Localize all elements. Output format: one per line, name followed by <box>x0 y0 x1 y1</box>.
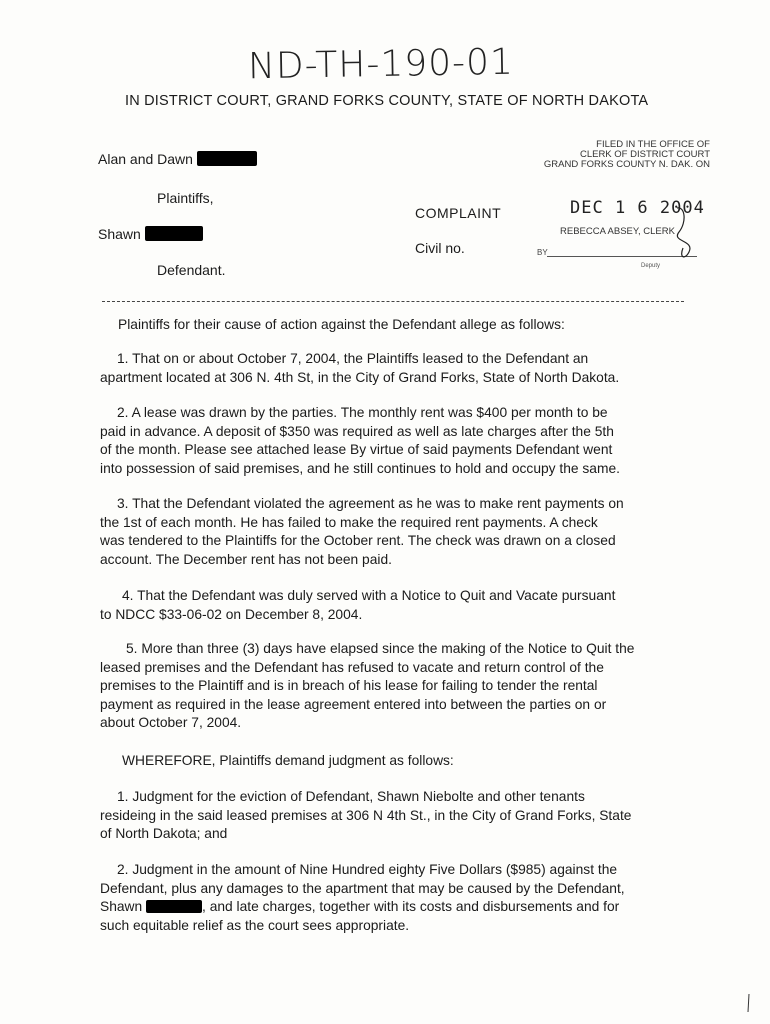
allegation-line: paid in advance. A deposit of $350 was required as well as late charges after the 5th <box>100 423 614 439</box>
filing-stamp-clerk: REBECCA ABSEY, CLERK <box>560 226 675 237</box>
judgment-line: resideing in the said leased premises at 306 N 4th St., in the City of Grand Forks, State <box>100 807 632 823</box>
judgment-line-rest: , and late charges, together with its costs and disbursements and for <box>202 899 620 915</box>
judgment-line: 1. Judgment for the eviction of Defendant, Shawn Niebolte and other tenants <box>117 789 585 804</box>
allegation-line: apartment located at 306 N. 4th St, in the City of Grand Forks, State of North Dakota. <box>100 369 620 385</box>
handwritten-case-number: ND-TH-190-01 <box>247 41 515 88</box>
defendant-name-line <box>98 226 203 242</box>
filing-stamp-by: BY <box>537 248 548 257</box>
allegation-line: 5. More than three (3) days have elapsed since the making of the Notice to Quit the <box>126 641 635 656</box>
filing-stamp-deputy: Deputy <box>641 263 661 269</box>
allegation-line: premises to the Plaintiff and is in breach of his lease for failing to tender the rental <box>100 678 598 694</box>
allegation-line: about October 7, 2004. <box>100 715 242 731</box>
judgment-1 <box>100 788 690 844</box>
intro-line: Plaintiffs for their cause of action against the Defendant allege as follows: <box>118 317 565 332</box>
allegation-line: was tendered to the Plaintiffs for the October rent. The check was drawn on a closed <box>100 533 616 549</box>
allegation-line: of the month. Please see attached lease By virtue of said payments Defendant went <box>100 442 613 458</box>
judgment-line: of North Dakota; and <box>100 826 228 842</box>
plaintiffs-name-line <box>98 151 257 167</box>
judgment-2 <box>100 861 690 935</box>
allegation-2 <box>100 404 690 478</box>
allegation-line: 2. A lease was drawn by the parties. The monthly rent was $400 per month to be <box>117 405 608 420</box>
plaintiffs-label: Plaintiffs, <box>157 190 214 206</box>
judgment-line: Defendant, plus any damages to the apartment that may be caused by the Defendant, <box>100 880 625 896</box>
allegation-line: the 1st of each month. He has failed to make the required rent payments. A check <box>100 514 598 530</box>
judgment-line <box>100 898 690 917</box>
filing-stamp-date: DEC 1 6 2004 <box>570 198 705 218</box>
filing-stamp-line: CLERK OF DISTRICT COURT <box>579 149 710 160</box>
allegation-line: 4. That the Defendant was duly served with a Notice to Quit and Vacate pursuant <box>122 588 616 603</box>
intro-paragraph <box>118 316 708 335</box>
scan-artifact-mark <box>744 992 754 1014</box>
redaction-bar <box>197 151 257 166</box>
defendant-label: Defendant. <box>157 262 226 278</box>
allegation-line: into possession of said premises, and he still continues to hold and occupy the same. <box>100 460 620 476</box>
document-type: COMPLAINT <box>415 205 502 221</box>
court-heading: IN DISTRICT COURT, GRAND FORKS COUNTY, STATE OF NORTH DAKOTA <box>125 93 649 109</box>
allegation-line: leased premises and the Defendant has refused to vacate and return control of the <box>100 659 604 675</box>
allegation-1 <box>100 350 690 387</box>
allegation-line: 1. That on or about October 7, 2004, the Plaintiffs leased to the Defendant an <box>117 351 589 366</box>
allegation-3 <box>100 495 690 569</box>
civil-number-label: Civil no. <box>415 240 465 256</box>
allegation-4 <box>100 587 690 624</box>
allegation-line: to NDCC $33-06-02 on December 8, 2004. <box>100 606 363 622</box>
allegation-line: 3. That the Defendant violated the agreement as he was to make rent payments on <box>117 496 624 511</box>
caption-divider <box>102 301 684 302</box>
allegation-line: account. The December rent has not been paid. <box>100 551 392 567</box>
filing-stamp-line: FILED IN THE OFFICE OF <box>596 139 710 150</box>
defendant-name: Shawn <box>98 226 141 242</box>
redaction-bar <box>145 226 203 241</box>
filing-stamp <box>530 140 710 170</box>
allegation-line: payment as required in the lease agreement entered into between the parties on or <box>100 696 607 712</box>
filing-stamp-line: GRAND FORKS COUNTY N. DAK. ON <box>543 159 710 170</box>
wherefore-clause <box>122 752 712 771</box>
judgment-line: 2. Judgment in the amount of Nine Hundred eighty Five Dollars ($985) against the <box>117 862 618 877</box>
redaction-bar <box>146 900 202 913</box>
judgment-line: such equitable relief as the court sees appropriate. <box>100 917 410 933</box>
allegation-5 <box>100 640 690 733</box>
wherefore-line: WHEREFORE, Plaintiffs demand judgment as follows: <box>122 753 454 768</box>
plaintiffs-name: Alan and Dawn <box>98 151 193 167</box>
judgment-defendant-name: Shawn <box>100 899 143 915</box>
clerk-signature-mark <box>665 202 705 264</box>
